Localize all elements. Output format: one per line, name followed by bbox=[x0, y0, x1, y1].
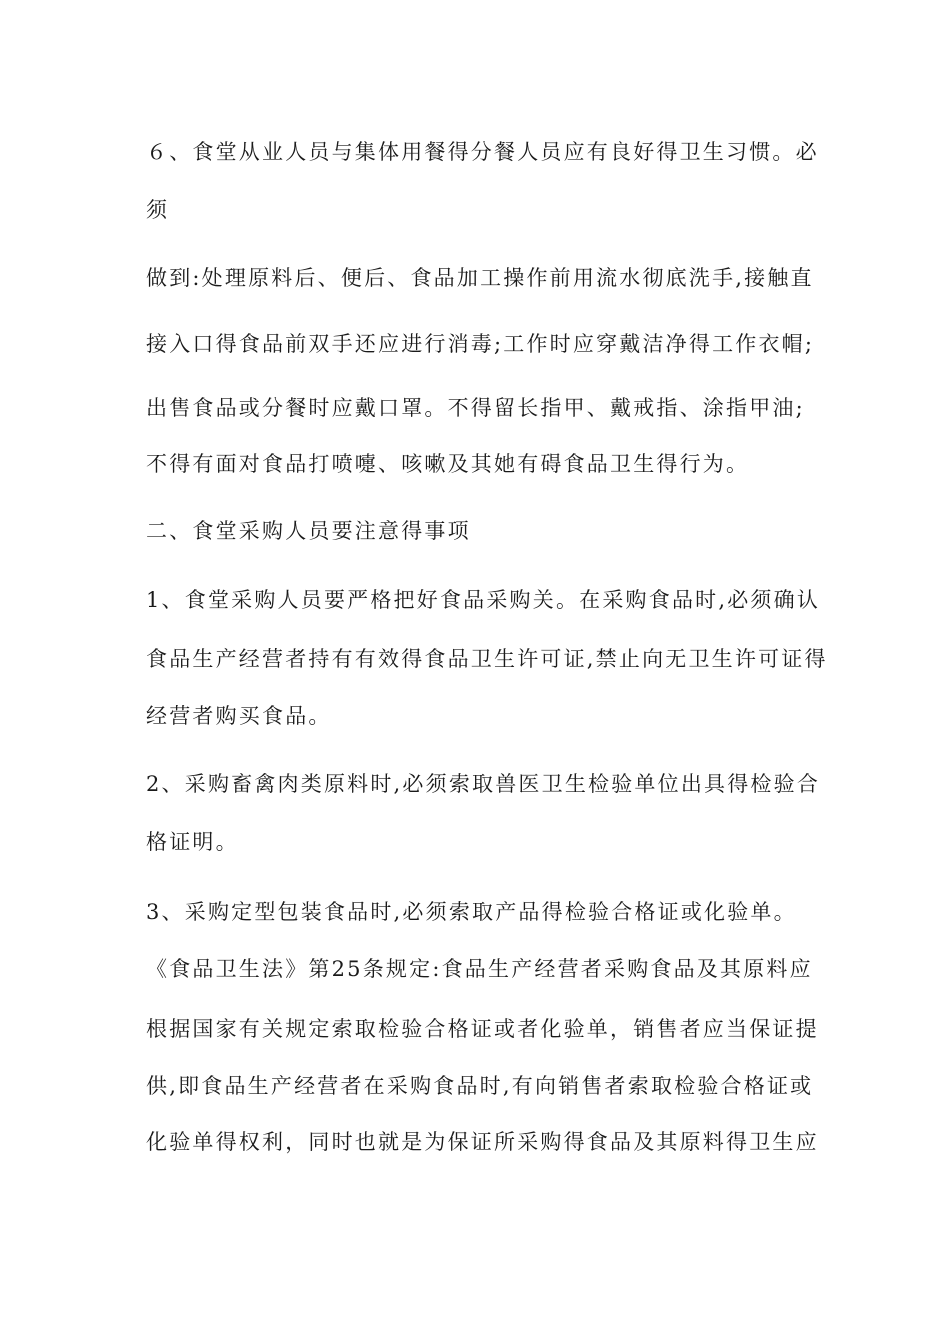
section-heading: 二、食堂采购人员要注意得事项 bbox=[146, 519, 471, 543]
paragraph-line: 3、采购定型包装食品时,必须索取产品得检验合格证或化验单。 bbox=[146, 900, 797, 924]
paragraph-line: 接入口得食品前双手还应进行消毒;工作时应穿戴洁净得工作衣帽; bbox=[146, 332, 815, 356]
paragraph-line: ６、食堂从业人员与集体用餐得分餐人员应有良好得卫生习惯。必 bbox=[146, 140, 819, 164]
paragraph-line: 经营者购买食品。 bbox=[146, 704, 332, 728]
paragraph-line: 供,即食品生产经营者在采购食品时,有向销售者索取检验合格证或 bbox=[146, 1074, 814, 1098]
paragraph-line: 1、食堂采购人员要严格把好食品采购关。在采购食品时,必须确认 bbox=[146, 588, 821, 612]
paragraph-line: 格证明。 bbox=[146, 830, 239, 854]
paragraph-line: 《食品卫生法》第25条规定:食品生产经营者采购食品及其原料应 bbox=[146, 957, 813, 981]
paragraph-line: 做到:处理原料后、便后、食品加工操作前用流水彻底洗手,接触直 bbox=[146, 266, 814, 290]
paragraph-line: 化验单得权利，同时也就是为保证所采购得食品及其原料得卫生应 bbox=[146, 1130, 819, 1154]
paragraph-line: 不得有面对食品打喷嚏、咳嗽及其她有碍食品卫生得行为。 bbox=[146, 452, 750, 476]
paragraph-line: 2、采购畜禽肉类原料时,必须索取兽医卫生检验单位出具得检验合 bbox=[146, 772, 821, 796]
paragraph-line: 出售食品或分餐时应戴口罩。不得留长指甲、戴戒指、涂指甲油; bbox=[146, 396, 805, 420]
paragraph-line: 食品生产经营者持有有效得食品卫生许可证,禁止向无卫生许可证得 bbox=[146, 647, 828, 671]
paragraph-line: 须 bbox=[146, 198, 170, 222]
paragraph-line: 根据国家有关规定索取检验合格证或者化验单，销售者应当保证提 bbox=[146, 1017, 819, 1041]
